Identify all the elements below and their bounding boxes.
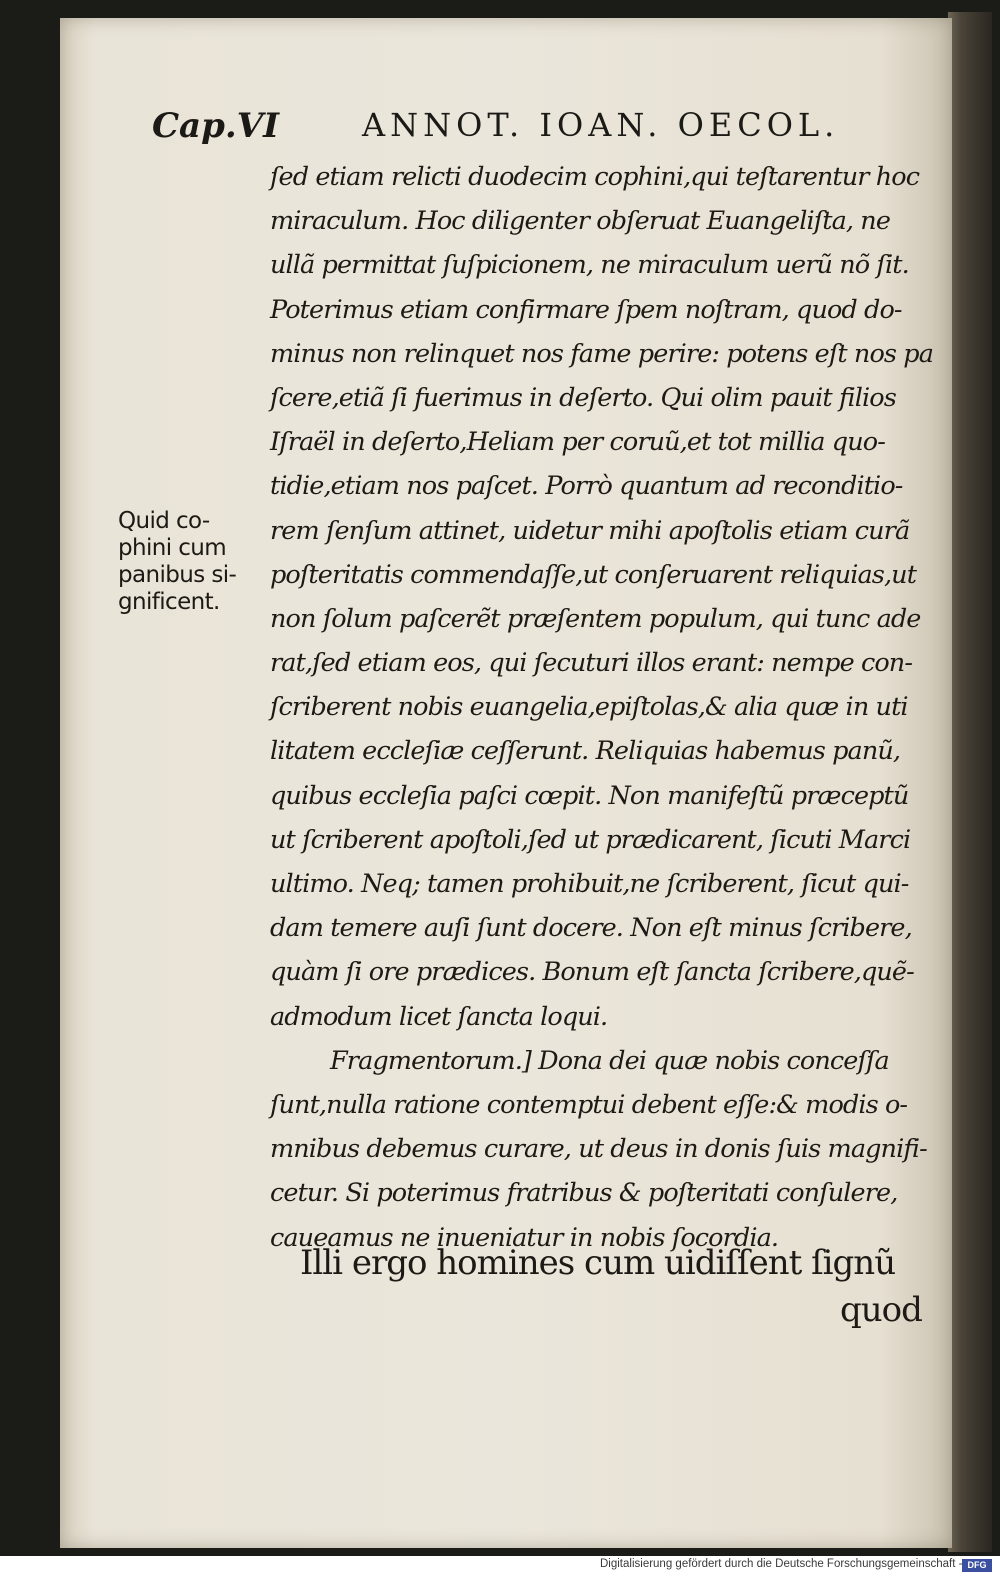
digitization-credit: Digitalisierung gefördert durch die Deutsche Forschungsgemeinschaft - — [600, 1558, 963, 1570]
text-line: minus non relinquet nos fame perire: potens eſt nos pa — [270, 338, 934, 369]
text-line: non ſolum paſcerẽt præſentem populum, qui tunc ade — [270, 603, 921, 634]
running-head — [152, 106, 892, 156]
running-title: ANNOT. IOAN. OECOL. — [362, 106, 840, 144]
lemma-line: Illi ergo homines cum uidiſſent ſignũ — [300, 1243, 896, 1283]
text-line: ſcriberent nobis euangelia,epiſtolas,& alia quæ in uti — [270, 692, 908, 723]
text-line: rem ſenſum attinet, uidetur mihi apoſtolis etiam curã — [270, 515, 910, 546]
catchword: quod — [840, 1290, 922, 1330]
marginal-note-line: Quid co- — [118, 508, 210, 534]
text-line: miraculum. Hoc diligenter obſeruat Euangeliſta, ne — [270, 206, 891, 237]
text-line: ullã permittat ſuſpicionem, ne miraculum uerũ nõ ſit. — [270, 250, 909, 281]
text-line: cetur. Si poterimus fratribus & poſteritati conſulere, — [270, 1178, 898, 1209]
text-line: quibus eccleſia paſci cœpit. Non manifeſtũ præceptũ — [270, 780, 909, 811]
body-text — [270, 155, 950, 1260]
text-line: poſteritatis commendaſſe,ut conſeruarent reliquias,ut — [270, 559, 917, 590]
page-edge — [948, 12, 992, 1552]
text-line: quàm ſi ore prædices. Bonum eſt ſancta ſcribere,quẽ- — [270, 957, 914, 988]
text-line: litatem eccleſiæ ceſſerunt. Reliquias habemus panũ, — [270, 736, 901, 767]
text-line: caueamus ne inueniatur in nobis ſocordia. — [270, 1222, 779, 1253]
text-line: mnibus debemus curare, ut deus in donis ſuis magnifi- — [270, 1134, 927, 1165]
marginal-note-line: phini cum — [118, 535, 227, 561]
text-line: Poterimus etiam confirmare ſpem noſtram, quod do- — [270, 294, 902, 325]
marginal-note-line: gnificent. — [118, 589, 220, 615]
text-line: Iſraël in deſerto,Heliam per coruũ,et tot millia quo- — [270, 427, 885, 458]
text-line: ſunt,nulla ratione contemptui debent eſſe:& modis o- — [270, 1089, 908, 1120]
dfg-logo: DFG — [962, 1559, 992, 1572]
text-line: ut ſcriberent apoſtoli,ſed ut prædicarent, ſicuti Marci — [270, 824, 911, 855]
text-line: tidie,etiam nos paſcet. Porrò quantum ad reconditio- — [270, 471, 903, 502]
text-line: ſcere,etiã ſi fuerimus in deſerto. Qui olim pauit filios — [270, 382, 896, 413]
text-line: ultimo. Neq; tamen prohibuit,ne ſcriberent, ſicut qui- — [270, 869, 909, 899]
marginal-note-line: panibus si- — [118, 562, 237, 588]
paragraph-start-line: Fragmentorum.] Dona dei quæ nobis conceſſa — [330, 1045, 889, 1076]
text-line: ſed etiam relicti duodecim cophini,qui teſtarentur hoc — [270, 162, 920, 192]
chapter-label: Cap.VI — [152, 106, 279, 146]
text-line: dam temere auſi ſunt docere. Non eſt minus ſcribere, — [270, 913, 912, 944]
marginal-note — [118, 508, 268, 616]
text-line: admodum licet ſancta loqui. — [270, 1001, 608, 1032]
text-line: rat,ſed etiam eos, qui ſecuturi illos erant: nempe con- — [270, 648, 913, 679]
